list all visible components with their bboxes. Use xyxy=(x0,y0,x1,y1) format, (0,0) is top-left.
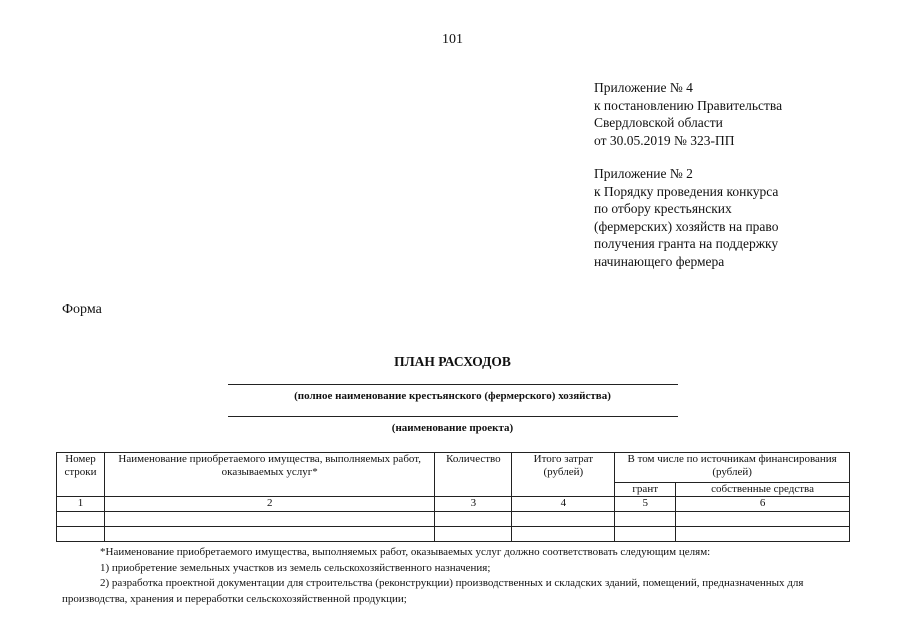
appendix-2-line: начинающего фермера xyxy=(594,253,725,269)
column-number: 1 xyxy=(57,497,105,512)
empty-cell xyxy=(676,527,850,542)
column-number: 5 xyxy=(615,497,676,512)
footnote-intro: *Наименование приобретаемого имущества, выполняемых работ, оказываемых услуг должно соответствовать следующим целям: xyxy=(100,546,711,558)
appendix-4-line: Приложение № 4 xyxy=(594,80,693,95)
page-number: 101 xyxy=(442,32,463,47)
document-title: ПЛАН РАСХОДОВ xyxy=(394,354,511,369)
farm-name-caption: (полное наименование крестьянского (фермерского) хозяйства) xyxy=(294,390,611,402)
table-header-row xyxy=(57,453,850,483)
empty-cell xyxy=(104,527,434,542)
appendix-4-line: к постановлению Правительства xyxy=(594,97,783,113)
appendix-2-line: к Порядку проведения конкурса xyxy=(594,183,779,199)
appendix-2-line: Приложение № 2 xyxy=(594,166,693,181)
table-empty-row xyxy=(57,527,850,542)
appendix-2-line: получения гранта на поддержку xyxy=(594,236,779,251)
appendix-2-line: по отбору крестьянских xyxy=(594,201,732,216)
footnotes xyxy=(62,545,848,607)
appendix-2-block xyxy=(594,165,778,270)
footnote-item-1: 1) приобретение земельных участков из земель сельскохозяйственного назначения; xyxy=(100,561,491,574)
column-number: 4 xyxy=(512,497,615,512)
empty-cell xyxy=(57,512,105,527)
empty-cell xyxy=(435,527,512,542)
empty-cell xyxy=(512,527,615,542)
appendix-4-line: от 30.05.2019 № 323-ПП xyxy=(594,132,735,148)
farm-name-line xyxy=(228,384,678,385)
appendix-4-line: Свердловской области xyxy=(594,115,723,130)
appendix-2-line: (фермерских) хозяйств на право xyxy=(594,218,779,234)
empty-cell xyxy=(57,527,105,542)
empty-cell xyxy=(435,512,512,527)
form-label: Форма xyxy=(62,302,102,317)
project-name-caption: (наименование проекта) xyxy=(391,422,514,434)
header-item-name: Наименование приобретаемого имущества, выполняемых работ, оказываемых услуг* xyxy=(104,453,434,497)
header-funding-sources: В том числе по источникам финансирования (рублей) xyxy=(615,453,850,483)
column-number: 6 xyxy=(676,497,850,512)
project-name-line xyxy=(228,416,678,417)
expense-plan-table xyxy=(56,452,850,542)
header-total-cost: Итого затрат (рублей) xyxy=(512,453,615,497)
header-row-number: Номер строки xyxy=(57,453,105,497)
column-number: 2 xyxy=(104,497,434,512)
empty-cell xyxy=(676,512,850,527)
empty-cell xyxy=(512,512,615,527)
empty-cell xyxy=(615,512,676,527)
footnote-item-2: 2) разработка проектной документации для строительства (реконструкции) производственных и складских зданий, помещений, предназначенных для производства, хранения и переработки сельскохозяйственной продукции; xyxy=(62,577,804,605)
header-quantity: Количество xyxy=(435,453,512,497)
table-empty-row xyxy=(57,512,850,527)
table-column-numbers-row xyxy=(57,497,850,512)
empty-cell xyxy=(104,512,434,527)
column-number: 3 xyxy=(435,497,512,512)
empty-cell xyxy=(615,527,676,542)
header-grant: грант xyxy=(615,483,676,497)
header-own-funds: собственные средства xyxy=(676,483,850,497)
appendix-4-block xyxy=(594,79,782,149)
